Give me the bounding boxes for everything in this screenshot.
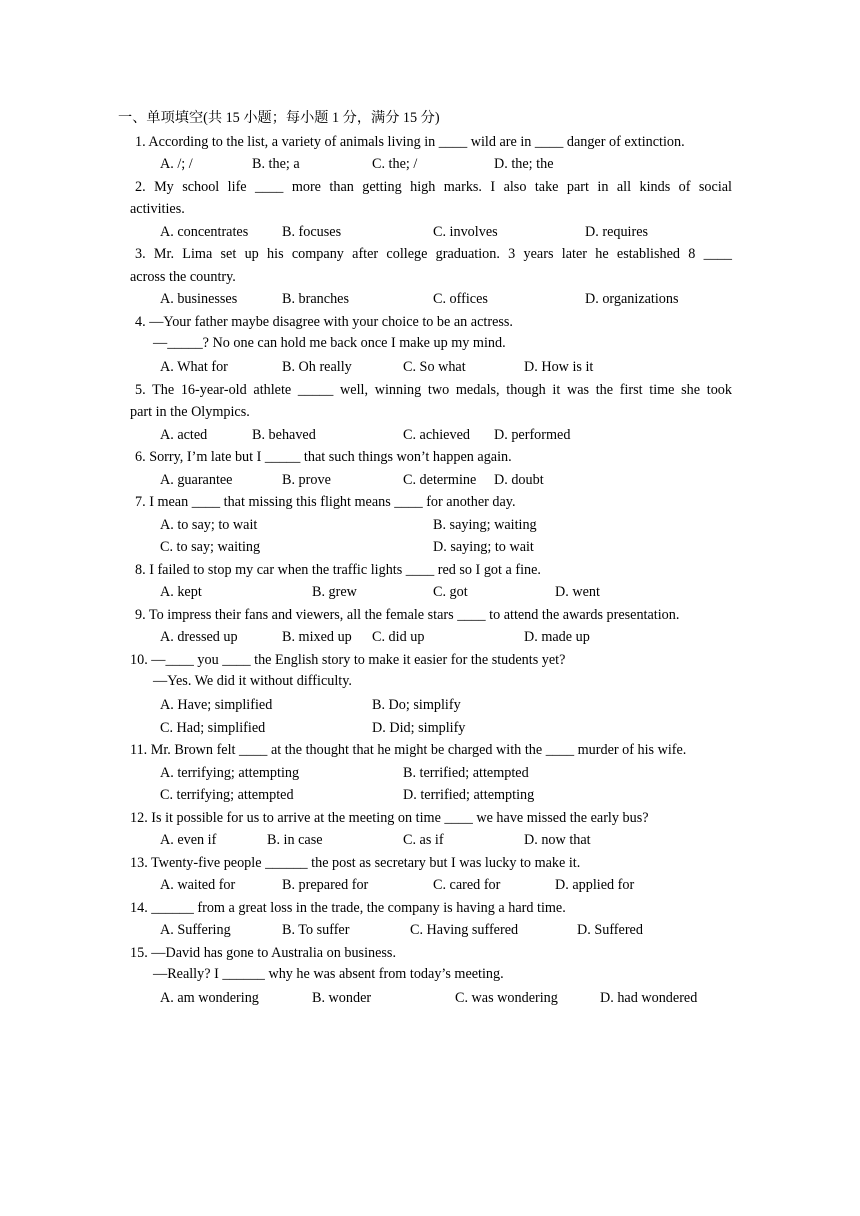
q13-option-c[interactable]: C. cared for	[433, 877, 501, 893]
q6-option-c[interactable]: C. determine	[403, 472, 477, 488]
q12-option-b[interactable]: B. in case	[267, 832, 323, 848]
q6-option-b[interactable]: B. prove	[282, 472, 331, 488]
q2-option-a[interactable]: A. concentrates	[160, 224, 249, 240]
q9-option-d[interactable]: D. made up	[524, 629, 590, 645]
q9-option-c[interactable]: C. did up	[372, 629, 425, 645]
q14-option-d[interactable]: D. Suffered	[577, 922, 643, 938]
q3-option-d[interactable]: D. organizations	[585, 291, 679, 307]
q8-option-d[interactable]: D. went	[555, 584, 600, 600]
q3-option-b[interactable]: B. branches	[282, 291, 349, 307]
question-4-stem-cont: —_____? No one can hold me back once I make up my mind.	[153, 335, 506, 351]
q15-option-b[interactable]: B. wonder	[312, 990, 372, 1006]
q5-option-c[interactable]: C. achieved	[403, 427, 470, 443]
question-14-stem: 14. ______ from a great loss in the trade, the company is having a hard time.	[130, 900, 566, 916]
question-15-stem: 15. —David has gone to Australia on business.	[130, 945, 396, 961]
q14-option-c[interactable]: C. Having suffered	[410, 922, 519, 938]
q7-option-c[interactable]: C. to say; waiting	[160, 539, 261, 555]
q1-option-b[interactable]: B. the; a	[252, 156, 300, 172]
question-15-stem-cont: —Really? I ______ why he was absent from today’s meeting.	[153, 966, 504, 982]
q7-option-d[interactable]: D. saying; to wait	[433, 539, 534, 555]
q3-option-c[interactable]: C. offices	[433, 291, 488, 307]
question-7-stem: 7. I mean ____ that missing this flight means ____ for another day.	[135, 494, 516, 510]
question-2-stem: 2. My school life ____ more than getting high marks. I also take part in all kinds of social	[135, 179, 732, 195]
q15-option-a[interactable]: A. am wondering	[160, 990, 259, 1006]
question-11-stem: 11. Mr. Brown felt ____ at the thought that he might be charged with the ____ murder of his wife.	[130, 742, 687, 758]
q8-option-a[interactable]: A. kept	[160, 584, 202, 600]
q7-option-a[interactable]: A. to say; to wait	[160, 517, 258, 533]
q9-option-b[interactable]: B. mixed up	[282, 629, 352, 645]
question-5-stem: 5. The 16-year-old athlete _____ well, winning two medals, though it was the first time she took	[135, 382, 732, 398]
q14-option-a[interactable]: A. Suffering	[160, 922, 231, 938]
q5-option-b[interactable]: B. behaved	[252, 427, 316, 443]
question-5-stem-cont: part in the Olympics.	[130, 404, 250, 420]
q15-option-c[interactable]: C. was wondering	[455, 990, 558, 1006]
q12-option-a[interactable]: A. even if	[160, 832, 217, 848]
q13-option-b[interactable]: B. prepared for	[282, 877, 369, 893]
q2-option-b[interactable]: B. focuses	[282, 224, 342, 240]
q6-option-a[interactable]: A. guarantee	[160, 472, 233, 488]
question-9-stem: 9. To impress their fans and viewers, all the female stars ____ to attend the awards presentation.	[135, 607, 680, 623]
question-1-stem: 1. According to the list, a variety of animals living in ____ wild are in ____ danger of extinction.	[135, 134, 685, 150]
q7-option-b[interactable]: B. saying; waiting	[433, 517, 537, 533]
question-13-stem: 13. Twenty-five people ______ the post as secretary but I was lucky to make it.	[130, 855, 581, 871]
q10-option-b[interactable]: B. Do; simplify	[372, 697, 461, 713]
q10-option-d[interactable]: D. Did; simplify	[372, 720, 466, 736]
q11-option-d[interactable]: D. terrified; attempting	[403, 787, 535, 803]
q1-option-c[interactable]: C. the; /	[372, 156, 418, 172]
q6-option-d[interactable]: D. doubt	[494, 472, 544, 488]
q3-option-a[interactable]: A. businesses	[160, 291, 238, 307]
q10-option-c[interactable]: C. Had; simplified	[160, 720, 266, 736]
q13-option-a[interactable]: A. waited for	[160, 877, 236, 893]
q8-option-b[interactable]: B. grew	[312, 584, 357, 600]
q4-option-b[interactable]: B. Oh really	[282, 359, 352, 375]
section-title: 一、单项填空(共 15 小题；每小题 1 分，满分 15 分)	[118, 110, 440, 126]
q1-option-d[interactable]: D. the; the	[494, 156, 554, 172]
q4-option-a[interactable]: A. What for	[160, 359, 228, 375]
question-3-stem: 3. Mr. Lima set up his company after college graduation. 3 years later he established 8 ____	[135, 246, 732, 262]
question-3-stem-cont: across the country.	[130, 269, 236, 285]
question-10-stem-cont: —Yes. We did it without difficulty.	[153, 673, 352, 689]
question-12-stem: 12. Is it possible for us to arrive at the meeting on time ____ we have missed the early bus?	[130, 810, 649, 826]
question-8-stem: 8. I failed to stop my car when the traffic lights ____ red so I got a fine.	[135, 562, 541, 578]
question-10-stem: 10. —____ you ____ the English story to make it easier for the students yet?	[130, 652, 566, 668]
question-4-stem: 4. —Your father maybe disagree with your choice to be an actress.	[135, 314, 513, 330]
q8-option-c[interactable]: C. got	[433, 584, 468, 600]
q2-option-d[interactable]: D. requires	[585, 224, 649, 240]
q9-option-a[interactable]: A. dressed up	[160, 629, 238, 645]
q4-option-c[interactable]: C. So what	[403, 359, 466, 375]
q5-option-d[interactable]: D. performed	[494, 427, 571, 443]
q13-option-d[interactable]: D. applied for	[555, 877, 635, 893]
q2-option-c[interactable]: C. involves	[433, 224, 498, 240]
q15-option-d[interactable]: D. had wondered	[600, 990, 698, 1006]
q12-option-d[interactable]: D. now that	[524, 832, 591, 848]
q11-option-b[interactable]: B. terrified; attempted	[403, 765, 529, 781]
q1-option-a[interactable]: A. /; /	[160, 156, 193, 172]
q14-option-b[interactable]: B. To suffer	[282, 922, 350, 938]
q10-option-a[interactable]: A. Have; simplified	[160, 697, 273, 713]
question-6-stem: 6. Sorry, I’m late but I _____ that such things won’t happen again.	[135, 449, 512, 465]
q11-option-c[interactable]: C. terrifying; attempted	[160, 787, 294, 803]
q11-option-a[interactable]: A. terrifying; attempting	[160, 765, 300, 781]
q4-option-d[interactable]: D. How is it	[524, 359, 594, 375]
q5-option-a[interactable]: A. acted	[160, 427, 208, 443]
question-2-stem-cont: activities.	[130, 201, 185, 217]
q12-option-c[interactable]: C. as if	[403, 832, 444, 848]
